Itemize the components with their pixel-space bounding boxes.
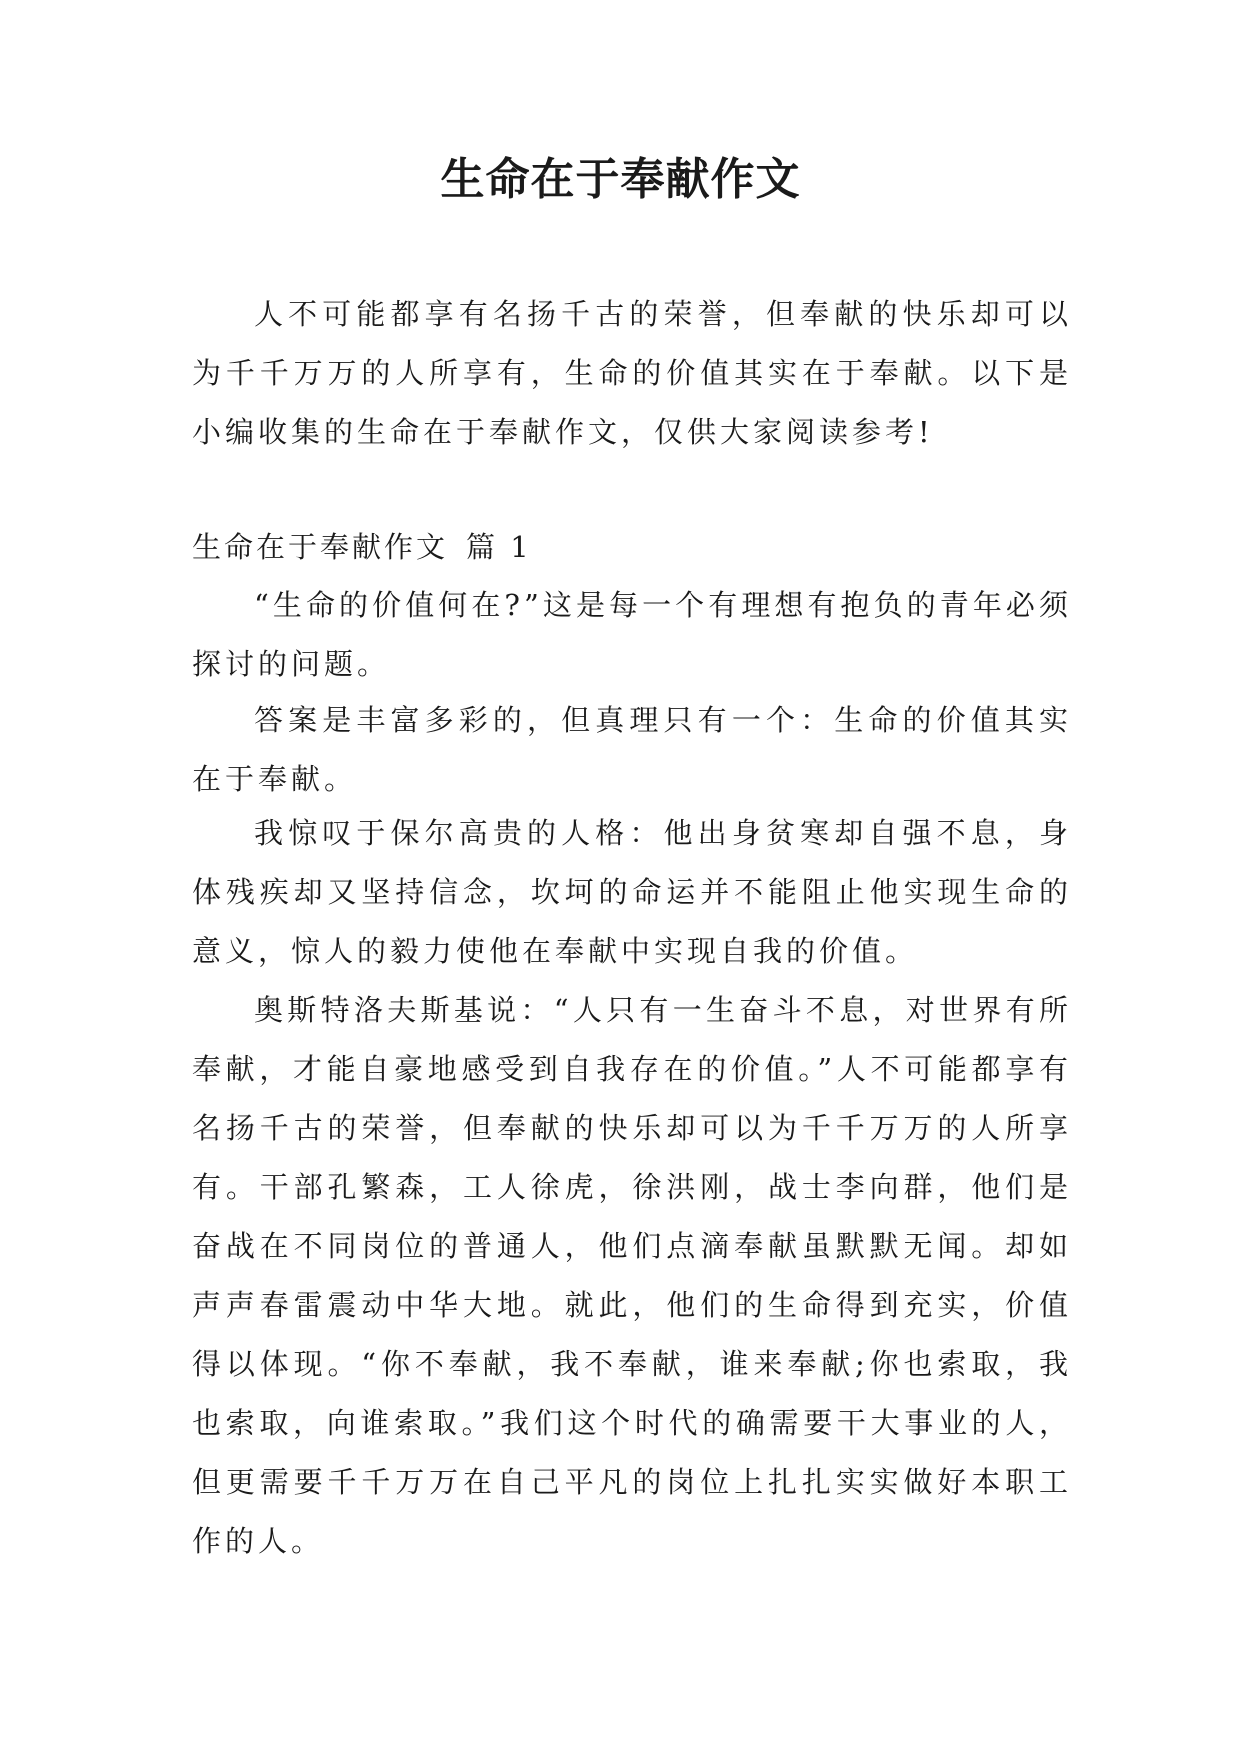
section-heading-text: 生命在于奉献作文 [192, 530, 449, 564]
section-heading [192, 518, 1072, 577]
paragraph-4: 奥斯特洛夫斯基说：“人只有一生奋斗不息，对世界有所奉献，才能自豪地感受到自我存在的价值。”人不可能都享有名扬千古的荣誉，但奉献的快乐却可以为千千万万的人所享有。干部孔繁森，工人徐虎，徐洪刚，战士李向群，他们是奋战在不同岗位的普通人，他们点滴奉献虽默默无闻。却如声声春雷震动中华大地。就此，他们的生命得到充实，价值得以体现。“你不奉献，我不奉献，谁来奉献;你也索取，我也索取，向谁索取。”我们这个时代的确需要干大事业的人，但更需要千千万万在自己平凡的岗位上扎扎实实做好本职工作的人。 [192, 993, 1072, 1558]
document-title: 生命在于奉献作文 [440, 154, 801, 205]
paragraph-3: 我惊叹于保尔高贵的人格：他出身贫寒却自强不息，身体残疾却又坚持信念，坎坷的命运并不能阻止他实现生命的意义，惊人的毅力使他在奉献中实现自我的价值。 [192, 816, 1072, 968]
section-number: 篇 1 [466, 530, 532, 564]
paragraph-2: 答案是丰富多彩的，但真理只有一个：生命的价值其实在于奉献。 [192, 703, 1072, 796]
paragraph-1: “生命的价值何在?”这是每一个有理想有抱负的青年必须探讨的问题。 [192, 588, 1072, 681]
intro-paragraph: 人不可能都享有名扬千古的荣誉，但奉献的快乐却可以为千千万万的人所享有，生命的价值其实在于奉献。以下是小编收集的生命在于奉献作文，仅供大家阅读参考! [192, 297, 1072, 449]
